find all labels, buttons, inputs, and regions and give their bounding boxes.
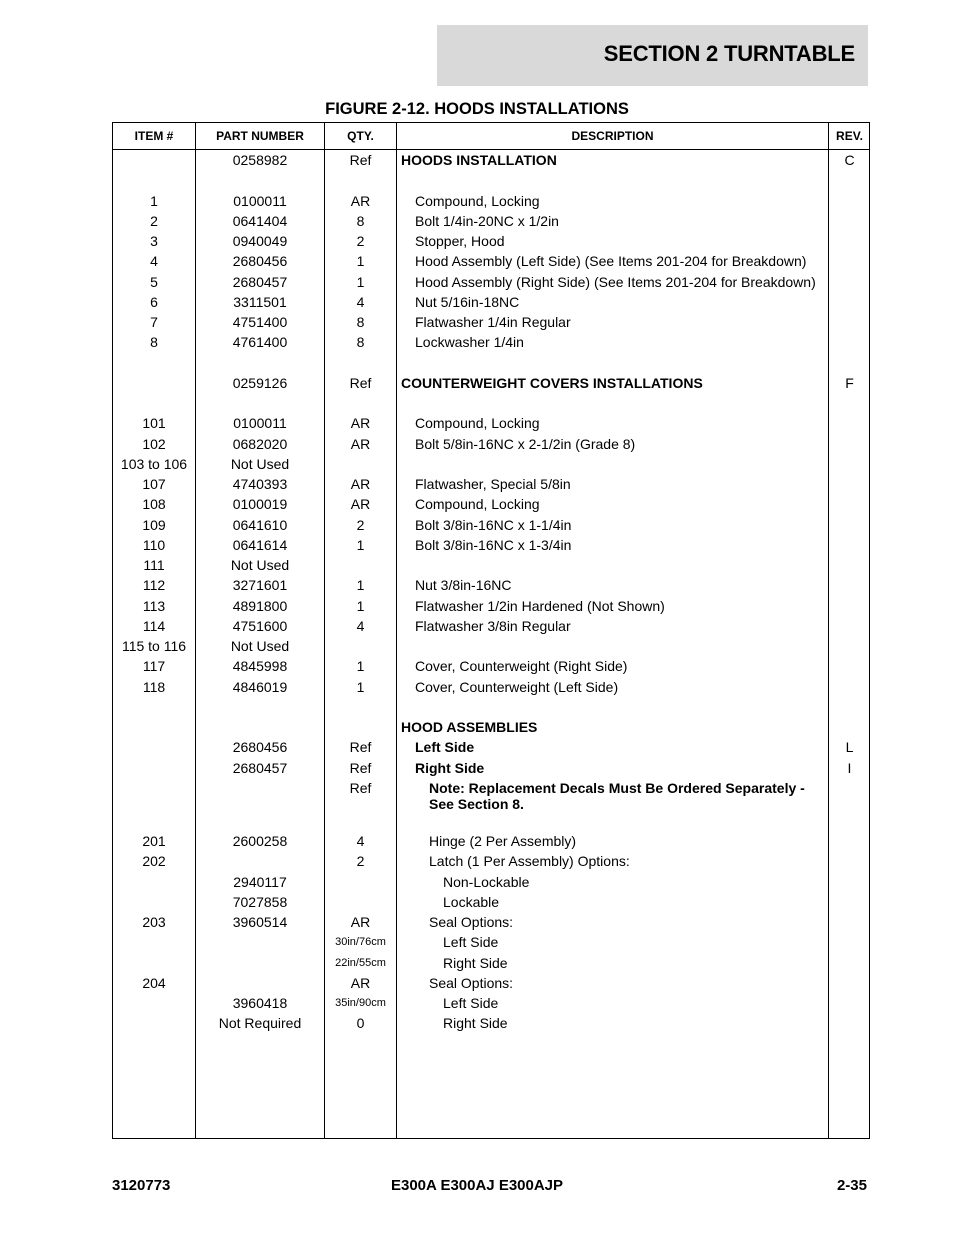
item-number: 5: [150, 273, 158, 290]
item-number: 107: [142, 476, 166, 492]
item-number: 111: [143, 557, 165, 573]
part-number: 3311501: [233, 293, 287, 310]
quantity: 4: [356, 833, 365, 849]
description: COUNTERWEIGHT COVERS INSTALLATIONS: [401, 374, 703, 391]
table-row: [113, 717, 869, 737]
parts-table: [112, 122, 870, 1139]
part-number: 2680457: [232, 273, 288, 290]
description: See Section 8.: [429, 796, 524, 813]
revision: L: [845, 739, 854, 756]
description: Flatwasher 3/8in Regular: [415, 617, 571, 634]
item-number: 7: [150, 314, 158, 330]
table-body: [113, 150, 869, 1034]
description: Note: Replacement Decals Must Be Ordered Separately -: [429, 779, 805, 796]
description: Cover, Counterweight (Left Side): [415, 678, 619, 695]
item-number: 117: [142, 658, 166, 675]
quantity: AR: [350, 496, 371, 513]
table-row: [113, 515, 869, 535]
table-row: [113, 616, 869, 636]
table-row: [113, 413, 869, 433]
description: Left Side: [443, 934, 499, 951]
description: Flatwasher, Special 5/8in: [415, 476, 571, 492]
description: Bolt 3/8in-16NC x 1-3/4in: [415, 536, 572, 553]
part-number: 4891800: [232, 597, 288, 614]
description: Seal Options:: [429, 914, 514, 930]
table-row: [113, 555, 869, 575]
description: Compound, Locking: [415, 192, 540, 209]
description: HOOD ASSEMBLIES: [401, 719, 538, 735]
section-title: SECTION 2 TURNTABLE: [603, 41, 855, 66]
quantity: 8: [356, 334, 365, 351]
column-header-item: ITEM #: [134, 129, 174, 143]
table-row-spacer: [113, 170, 869, 190]
table-row: [113, 737, 869, 757]
footer-page-number: 2-35: [836, 1177, 867, 1194]
quantity: 4: [356, 293, 365, 310]
table-row: [113, 636, 869, 656]
item-number: 115 to 116: [121, 638, 187, 654]
item-number: 203: [142, 914, 166, 930]
description: Latch (1 Per Assembly) Options:: [429, 853, 630, 870]
column-header-description: DESCRIPTION: [571, 129, 654, 143]
part-number: Not Used: [230, 638, 290, 654]
quantity: Ref: [349, 152, 372, 168]
description: Compound, Locking: [415, 496, 540, 513]
description: Hinge (2 Per Assembly): [429, 833, 577, 849]
quantity: 1: [356, 577, 365, 594]
description: Right Side: [443, 954, 508, 971]
part-number: Not Used: [230, 557, 290, 573]
quantity: 8: [356, 212, 365, 229]
quantity: 1: [356, 597, 365, 614]
table-row: [113, 211, 869, 231]
item-number: 101: [142, 415, 166, 432]
table-row: [113, 494, 869, 514]
part-number: 4740393: [232, 476, 288, 492]
part-number: 0940049: [232, 233, 288, 249]
item-number: 113: [142, 597, 166, 614]
item-number: 4: [150, 253, 158, 270]
part-number: 0259126: [232, 374, 288, 391]
table-row-spacer: [113, 353, 869, 373]
quantity: 35in/90cm: [335, 997, 386, 1009]
quantity: 1: [356, 678, 365, 695]
column-header-qty: QTY.: [347, 129, 374, 143]
part-number: 7027858: [232, 893, 288, 910]
table-row: [113, 150, 869, 170]
table-row: [113, 292, 869, 312]
footer-model: E300A E300AJ E300AJP: [390, 1177, 564, 1194]
item-number: 102: [142, 435, 166, 452]
quantity: Ref: [349, 779, 372, 796]
item-number: 114: [142, 617, 166, 634]
revision: F: [845, 374, 854, 391]
quantity: Ref: [349, 374, 372, 391]
description: HOODS INSTALLATION: [401, 152, 557, 168]
table-row: [113, 892, 869, 912]
description: Left Side: [415, 739, 475, 756]
description: Hood Assembly (Right Side) (See Items 201-204 for Breakdown): [415, 273, 816, 290]
item-number: 103 to 106: [120, 455, 188, 472]
part-number: 0100011: [233, 415, 287, 432]
table-row: [113, 953, 869, 973]
quantity: 2: [356, 233, 365, 249]
description: Non-Lockable: [443, 873, 530, 890]
part-number: 2680456: [232, 739, 288, 756]
table-row: [113, 231, 869, 251]
table-row: [113, 778, 869, 795]
item-number: 109: [142, 516, 166, 533]
item-number: 204: [142, 974, 166, 991]
description: Bolt 1/4in-20NC x 1/2in: [415, 212, 559, 229]
description: Lockwasher 1/4in: [415, 334, 524, 351]
item-number: 202: [142, 853, 166, 870]
table-row: [113, 872, 869, 892]
footer-doc-number: 3120773: [112, 1177, 171, 1194]
quantity: 1: [356, 536, 365, 553]
description: Nut 5/16in-18NC: [415, 293, 520, 310]
part-number: 3960418: [232, 995, 288, 1011]
table-row: [113, 912, 869, 932]
description: Right Side: [443, 1015, 508, 1032]
quantity: 30in/76cm: [335, 936, 386, 949]
part-number: 4846019: [232, 678, 288, 695]
table-row: [113, 535, 869, 555]
part-number: 0641404: [232, 212, 288, 229]
quantity: AR: [350, 974, 371, 991]
part-number: 0641610: [232, 516, 288, 533]
item-number: 8: [150, 334, 158, 351]
item-number: 6: [150, 293, 158, 310]
item-number: 201: [142, 833, 166, 849]
quantity: AR: [350, 192, 371, 209]
part-number: 2680457: [232, 759, 288, 776]
description: Stopper, Hood: [415, 233, 505, 249]
quantity: AR: [350, 476, 371, 492]
column-header-part-number: PART NUMBER: [216, 129, 304, 143]
revision: I: [847, 759, 852, 776]
table-row: [113, 1013, 869, 1033]
table-row: [113, 596, 869, 616]
quantity: 0: [356, 1015, 365, 1032]
table-row: [113, 575, 869, 595]
description: Lockable: [443, 893, 500, 910]
quantity: AR: [350, 415, 371, 432]
item-number: 108: [142, 496, 166, 513]
quantity: Ref: [349, 759, 372, 776]
revision: C: [844, 152, 855, 168]
table-row: [113, 758, 869, 778]
quantity: 1: [356, 253, 365, 270]
description: Bolt 5/8in-16NC x 2-1/2in (Grade 8): [415, 435, 636, 452]
table-row-spacer: [113, 697, 869, 717]
table-row: [113, 677, 869, 697]
quantity: 1: [356, 658, 365, 675]
part-number: 3271601: [232, 577, 288, 594]
part-number: 0100019: [232, 496, 288, 513]
item-number: 110: [142, 536, 166, 553]
quantity: 2: [356, 853, 365, 870]
description: Right Side: [415, 759, 485, 776]
part-number: 4751600: [232, 617, 288, 634]
quantity: 1: [356, 273, 365, 290]
table-row: [113, 794, 869, 811]
table-row: [113, 831, 869, 851]
table-row: [113, 993, 869, 1013]
quantity: 8: [356, 314, 365, 330]
part-number: 4761400: [232, 334, 288, 351]
item-number: 118: [142, 678, 166, 695]
quantity: Ref: [349, 739, 372, 756]
table-row: [113, 434, 869, 454]
table-row: [113, 373, 869, 393]
part-number: 0100011: [233, 192, 287, 209]
description: Flatwasher 1/2in Hardened (Not Shown): [415, 597, 665, 614]
table-row: [113, 332, 869, 352]
description: Compound, Locking: [415, 415, 540, 432]
table-row-spacer: [113, 811, 869, 831]
part-number: 4845998: [232, 658, 288, 675]
part-number: Not Used: [230, 455, 290, 472]
section-header: [437, 25, 868, 86]
part-number: 3960514: [232, 914, 288, 930]
table-row: [113, 454, 869, 474]
part-number: 0641614: [232, 536, 288, 553]
table-row: [113, 191, 869, 211]
quantity: 22in/55cm: [335, 956, 386, 969]
item-number: 1: [150, 192, 158, 209]
table-row: [113, 656, 869, 676]
part-number: 0682020: [232, 435, 288, 452]
column-header-rev: REV.: [836, 129, 863, 143]
description: Bolt 3/8in-16NC x 1-1/4in: [415, 516, 572, 533]
table-row: [113, 851, 869, 871]
description: Seal Options:: [429, 974, 514, 991]
table-row: [113, 272, 869, 292]
description: Flatwasher 1/4in Regular: [415, 314, 571, 330]
description: Hood Assembly (Left Side) (See Items 201-204 for Breakdown): [415, 253, 807, 270]
part-number: 2940117: [233, 873, 287, 890]
description: Cover, Counterweight (Right Side): [415, 658, 628, 675]
item-number: 2: [150, 212, 158, 229]
figure-title: FIGURE 2-12. HOODS INSTALLATIONS: [325, 100, 629, 118]
description: Nut 3/8in-16NC: [415, 577, 512, 594]
part-number: 2680456: [232, 253, 288, 270]
table-row-spacer: [113, 393, 869, 413]
part-number: Not Required: [218, 1015, 302, 1032]
table-row: [113, 251, 869, 271]
quantity: AR: [350, 914, 371, 930]
part-number: 2600258: [232, 833, 288, 849]
table-row: [113, 973, 869, 993]
part-number: 4751400: [232, 314, 288, 330]
table-row: [113, 474, 869, 494]
item-number: 112: [142, 577, 166, 594]
table-row: [113, 932, 869, 952]
description: Left Side: [443, 995, 499, 1011]
quantity: 4: [356, 617, 365, 634]
part-number: 0258982: [232, 152, 288, 168]
table-row: [113, 312, 869, 332]
quantity: 2: [356, 516, 365, 533]
item-number: 3: [150, 233, 158, 249]
quantity: AR: [350, 435, 371, 452]
